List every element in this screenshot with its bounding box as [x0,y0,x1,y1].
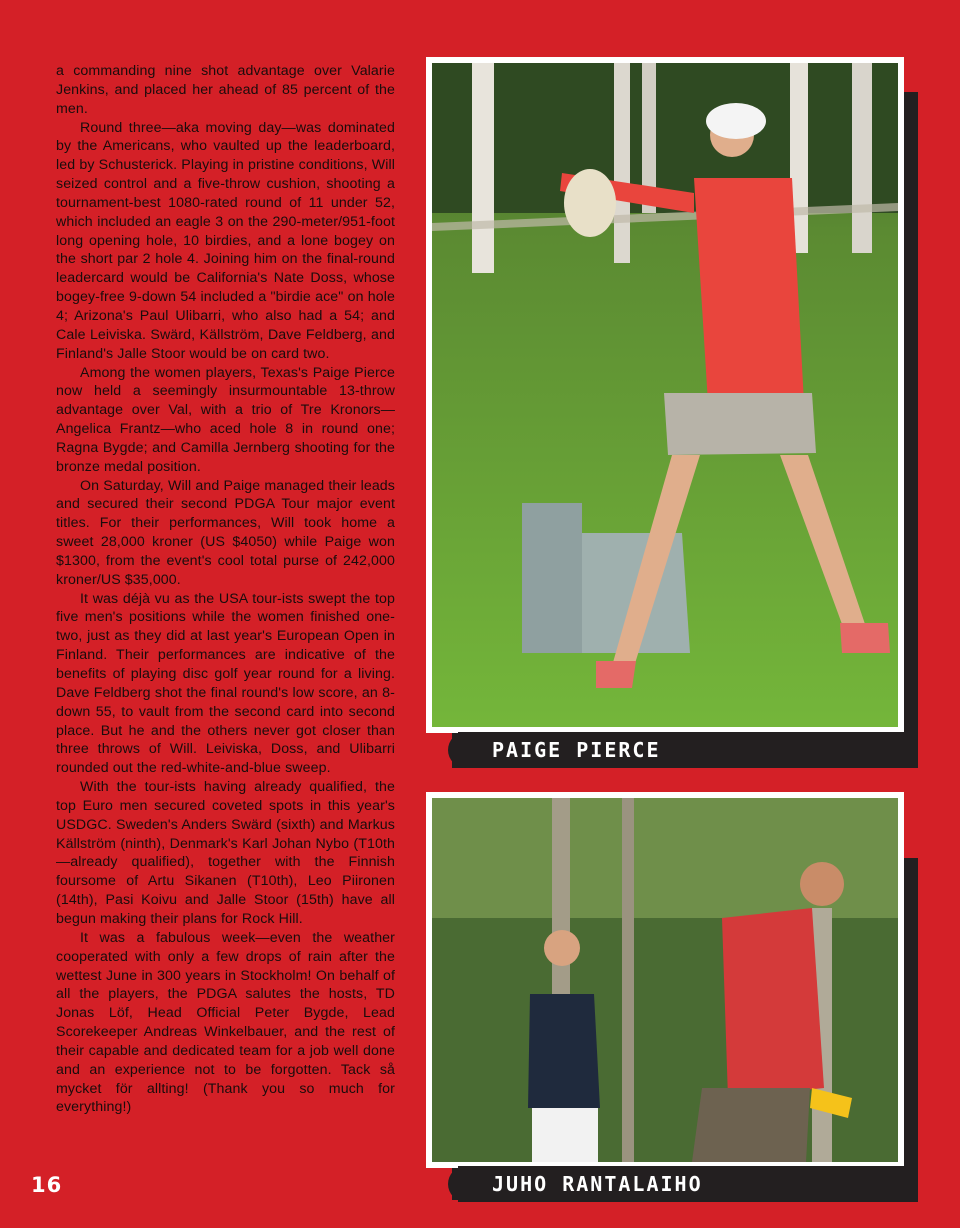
photo-image [432,798,898,1162]
article-paragraph: Round three—aka moving day—was dominated by the Americans, who vaulted up the leaderboard, led by Schusterick. Playing in pristine conditions, Will seized control and a five-throw cushion, shooting a tournament-best 1080-rated round of 11 under 52, which included an eagle 3 on the 290-meter/951-foot long opening hole, 10 birdies, and a lone bogey on the short par 2 hole 4. Joining him on the final-round leadercard would be California's Nate Doss, whose bogey-free 9-down 54 included a "birdie ace" on hole 4; Arizona's Paul Ulibarri, who also had a 54; and Cale Leiviska. Swärd, Källström, Dave Feldberg, and Finland's Jalle Stoor would be on card two. [56,119,395,362]
article-paragraph: Among the women players, Texas's Paige Pierce now held a seemingly insurmountable 13-throw advantage over Val, with a trio of Tre Kronors—Angelica Frantz—who aced hole 8 in round one; Ragna Bygde; and Camilla Jernberg shooting for the bronze medal position. [56,364,395,475]
photo-caption-bar [458,1166,918,1202]
photo-juho-rantalaiho [426,792,904,1168]
article-text-column [56,62,395,1117]
article-paragraph: It was déjà vu as the USA tour-ists swept the top five men's positions while the women finished one-two, just as they did at last year's European Open in Finland. Their performances are indicative of the benefits of playing disc golf year round for a living. Dave Feldberg shot the final round's low score, an 8-down 55, to vault from the second card into second place. But he and the others never got closer than three throws of Will. Leiviska, Doss, and Ulibarri rounded out the red-white-and-blue sweep. [56,590,395,777]
photo-image [432,63,898,727]
article-paragraph: It was a fabulous week—even the weather cooperated with only a few drops of rain after the wettest June in 300 years in Stockholm! On behalf of all the players, the PDGA salutes the hosts, TD Jonas Löf, Head Official Peter Bygde, Lead Scorekeeper Andreas Winkelbauer, and the rest of their capable and dedicated team for a job well done and an experience not to be forgotten. Tack så mycket för allting! (Thank you so much for everything!) [56,929,395,1116]
photo-paige-pierce [426,57,904,733]
article-paragraph: a commanding nine shot advantage over Valarie Jenkins, and placed her ahead of 85 percent of the men. [56,63,395,117]
photo-caption: JUHO RANTALAIHO [492,1172,703,1196]
article-paragraph: With the tour-ists having already qualified, the top Euro men secured coveted spots in this year's USDGC. Sweden's Anders Swärd (sixth) and Markus Källström (ninth), Denmark's Karl Johan Nybo (T10th—already qualified), together with the Finnish foursome of Artu Sikanen (T10th), Leo Piironen (14th), Pasi Koivu and Jalle Stoor (15th) have all begun making their plans for Rock Hill. [56,779,395,927]
page-number: 16 [31,1173,63,1197]
photo-caption: PAIGE PIERCE [492,738,661,762]
article-paragraph: On Saturday, Will and Paige managed their leads and secured their second PDGA Tour major event titles. For their performances, Will took home a sweet 28,000 kroner (US $4050) while Paige won $1300, from the event's cool total purse of 242,000 kroner/US $35,000. [56,477,395,588]
photo-caption-bar [458,732,918,768]
